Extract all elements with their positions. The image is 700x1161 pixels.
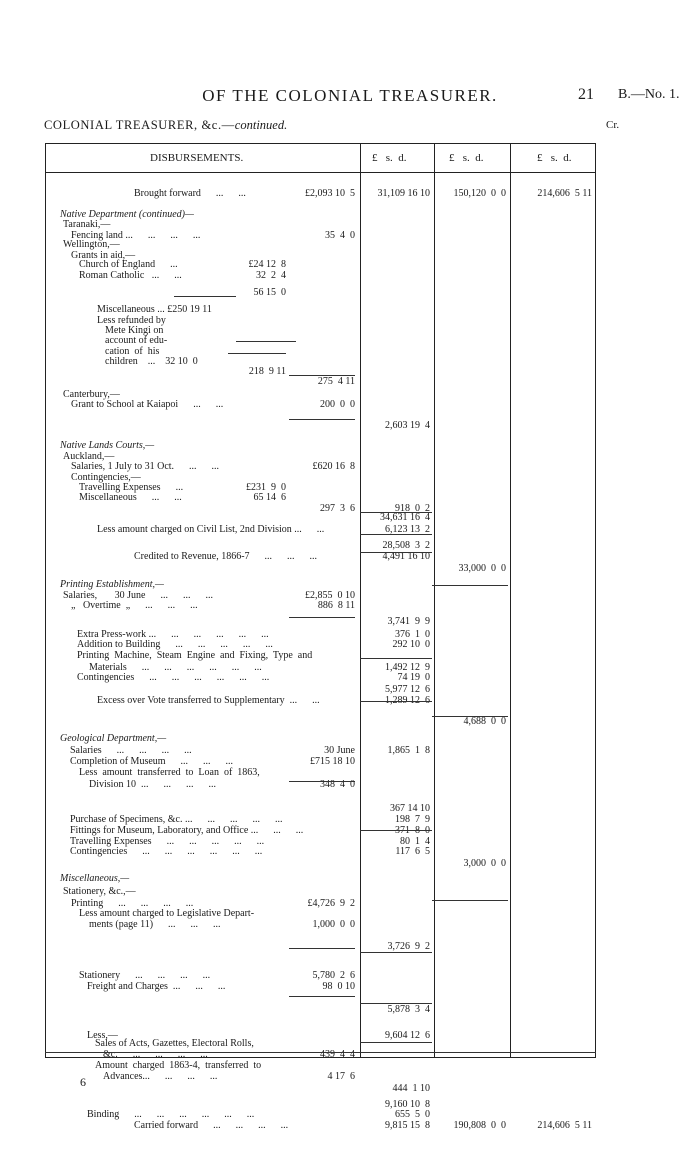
row-amount-col1: 3,726 9 2 [387, 941, 430, 952]
row-description: Grants in aid,— [71, 250, 136, 261]
row-amount-col1: 5,977 12 6 [385, 684, 430, 695]
row-inner-amount: £2,093 10 5 [305, 188, 355, 199]
row-description: Contingencies,— [71, 472, 141, 483]
row-description: Materials ... ... ... ... ... ... [89, 662, 262, 673]
row-description: Miscellaneous ... ... [79, 492, 182, 503]
sum-rule [289, 375, 355, 376]
row-amount-col1: 371 8 0 [395, 825, 430, 836]
row-description: Wellington,— [63, 239, 120, 250]
column-divider [510, 143, 511, 1058]
row-description: Printing ... ... ... ... [71, 898, 194, 909]
row-amount-col3: 214,606 5 11 [537, 188, 592, 199]
row-description: Grant to School at Kaiapoi ... ... [71, 399, 224, 410]
row-amount-col1: 4,491 16 10 [382, 551, 430, 562]
row-amount-col1: 9,604 12 6 [385, 1030, 430, 1041]
row-description: Binding ... ... ... ... ... ... [87, 1109, 255, 1120]
row-amount-col2: 190,808 0 0 [453, 1120, 506, 1131]
row-amount-col1: 80 1 4 [400, 836, 430, 847]
sum-rule [360, 1042, 432, 1043]
sum-rule [228, 353, 286, 354]
sum-rule [174, 296, 236, 297]
page-footer-number: 6 [80, 1075, 86, 1089]
row-description: Purchase of Specimens, &c. ... ... ... ... ... [70, 814, 283, 825]
row-description: Printing Machine, Steam Engine and Fixing, Type and [77, 650, 313, 661]
row-amount-col1: 9,160 10 8 [385, 1099, 430, 1110]
subtitle-continued: continued. [234, 118, 288, 132]
row-description: Completion of Museum ... ... ... [70, 756, 234, 767]
row-description: Excess over Vote transferred to Supplementary ... ... [97, 695, 320, 706]
row-sub-amount: 32 2 4 [256, 270, 286, 281]
row-inner-amount: 297 3 6 [320, 503, 355, 514]
row-description: Advances... ... ... ... [103, 1071, 218, 1082]
row-amount-col1: 198 7 9 [395, 814, 430, 825]
row-description: Native Lands Courts,— [60, 440, 155, 451]
row-description: Credited to Revenue, 1866-7 ... ... ... [134, 551, 318, 562]
row-inner-amount: 30 June [324, 745, 355, 756]
row-inner-amount: 200 0 0 [320, 399, 355, 410]
row-description: Division 10 ... ... ... ... [89, 779, 216, 790]
row-description: Fittings for Museum, Laboratory, and Office ... ... ... [70, 825, 304, 836]
sum-rule [360, 952, 432, 953]
page-number: 21 [578, 86, 594, 103]
row-description: Salaries, 30 June ... ... ... [63, 590, 213, 601]
row-sub-amount: £24 12 8 [248, 259, 286, 270]
row-description: Extra Press-work ... ... ... ... ... ... [77, 629, 269, 640]
row-amount-col1: 376 1 0 [395, 629, 430, 640]
row-sub-amount: 65 14 6 [253, 492, 286, 503]
sum-rule [45, 1052, 596, 1053]
row-inner-amount: 4 17 6 [327, 1071, 355, 1082]
row-description: Miscellaneous,— [60, 873, 130, 884]
column-divider [434, 143, 435, 1058]
credit-side-label: Cr. [606, 119, 620, 131]
row-description: Fencing land ... ... ... ... [71, 230, 201, 241]
row-description: Geological Department,— [60, 733, 167, 744]
row-inner-amount: 275 4 11 [317, 376, 355, 387]
row-description: Native Department (continued)— [60, 209, 194, 220]
row-inner-amount: 1,000 0 0 [312, 919, 355, 930]
row-description: Auckland,— [63, 451, 115, 462]
row-amount-col1: 918 0 2 [395, 503, 430, 514]
sum-rule [360, 830, 432, 831]
row-description: Contingencies ... ... ... ... ... ... [77, 672, 270, 683]
row-description: Church of England ... [79, 259, 178, 270]
row-description: Contingencies ... ... ... ... ... ... [70, 846, 263, 857]
sum-rule [360, 1003, 432, 1004]
column-header-pounds-1: £ s. d. [372, 152, 407, 164]
row-inner-amount: 98 0 10 [322, 981, 355, 992]
row-description: Roman Catholic ... ... [79, 270, 182, 281]
row-amount-col2: 3,000 0 0 [463, 858, 506, 869]
row-description: Less refunded by [97, 315, 166, 326]
row-amount-col1: 6,123 13 2 [385, 524, 430, 535]
row-amount-col2: 150,120 0 0 [453, 188, 506, 199]
row-description: Addition to Building ... ... ... ... ... [77, 639, 273, 650]
row-amount-col1: 28,508 3 2 [382, 540, 430, 551]
row-amount-col1: 9,815 15 8 [385, 1120, 430, 1131]
sum-rule [289, 419, 355, 420]
row-description: Stationery ... ... ... ... [79, 970, 211, 981]
row-amount-col1: 2,603 19 4 [385, 420, 430, 431]
row-description: Freight and Charges ... ... ... [87, 981, 226, 992]
sum-rule [360, 534, 432, 535]
row-amount-col2: 4,688 0 0 [463, 716, 506, 727]
row-amount-col1: 1,492 12 9 [385, 662, 430, 673]
row-inner-amount: £620 16 8 [312, 461, 355, 472]
header-divider [45, 172, 596, 173]
column-header-pounds-2: £ s. d. [449, 152, 484, 164]
sum-rule [289, 617, 355, 618]
row-amount-col1: 31,109 16 10 [377, 188, 430, 199]
row-amount-col1: 3,741 9 9 [387, 616, 430, 627]
row-description: Less amount charged on Civil List, 2nd Division ... ... [97, 524, 325, 535]
row-inner-amount: 35 4 0 [325, 230, 355, 241]
row-description: Amount charged 1863-4, transferred to [95, 1060, 262, 1071]
row-inner-amount: 886 8 11 [317, 600, 355, 611]
row-sub-amount: £231 9 0 [246, 482, 286, 493]
row-description: Less,— [87, 1030, 118, 1041]
row-description: Sales of Acts, Gazettes, Electoral Rolls, [95, 1038, 254, 1049]
row-inner-amount: £2,855 0 10 [305, 590, 355, 601]
row-description: Travelling Expenses ... ... ... ... ... [70, 836, 265, 847]
column-header-pounds-3: £ s. d. [537, 152, 572, 164]
sum-rule [289, 781, 355, 782]
column-divider [360, 143, 361, 1058]
row-inner-amount: £4,726 9 2 [307, 898, 355, 909]
row-description: Miscellaneous ... £250 19 11 [97, 304, 212, 315]
row-description: Printing Establishment,— [60, 579, 164, 590]
row-description: Less amount transferred to Loan of 1863, [79, 767, 260, 778]
row-amount-col1: 1,865 1 8 [387, 745, 430, 756]
sum-rule [289, 996, 355, 997]
sum-rule [360, 658, 432, 659]
row-inner-amount: 348 4 0 [320, 779, 355, 790]
sum-rule [360, 512, 432, 513]
sum-rule [432, 716, 508, 717]
row-inner-amount: 5,780 2 6 [312, 970, 355, 981]
sum-rule [360, 701, 432, 702]
row-amount-col1: 34,631 16 4 [380, 512, 430, 523]
row-description: Canterbury,— [63, 389, 120, 400]
row-description: Salaries, 1 July to 31 Oct. ... ... [71, 461, 220, 472]
row-description: &c. ... ... ... ... [103, 1049, 208, 1060]
row-description: Stationery, &c.,— [63, 886, 136, 897]
column-header-description: DISBURSEMENTS. [150, 152, 244, 164]
page-header-title: OF THE COLONIAL TREASURER. [202, 86, 498, 105]
table-subtitle [44, 118, 287, 133]
row-description: ments (page 11) ... ... ... [89, 919, 221, 930]
row-sub-amount: 56 15 0 [253, 287, 286, 298]
row-amount-col1: 1,289 12 6 [385, 695, 430, 706]
row-amount-col1: 5,878 3 4 [387, 1004, 430, 1015]
row-amount-col1: 655 5 0 [395, 1109, 430, 1120]
row-inner-amount: £715 18 10 [310, 756, 355, 767]
row-description: cation of his [105, 346, 160, 357]
sum-rule [360, 552, 432, 553]
row-description: Carried forward ... ... ... ... [134, 1120, 289, 1131]
row-description: Taranaki,— [63, 219, 111, 230]
row-amount-col3: 214,606 5 11 [537, 1120, 592, 1131]
row-amount-col1: 74 19 0 [397, 672, 430, 683]
row-amount-col1: 444 1 10 [392, 1083, 430, 1094]
sum-rule [289, 948, 355, 949]
sum-rule [236, 341, 296, 342]
row-amount-col1: 292 10 0 [392, 639, 430, 650]
row-amount-col1: 117 6 5 [395, 846, 430, 857]
row-description: „ Overtime „ ... ... ... [71, 600, 198, 611]
row-amount-col1: 367 14 10 [390, 803, 430, 814]
row-description: Less amount charged to Legislative Depart- [79, 908, 255, 919]
row-inner-amount: 439 4 4 [320, 1049, 355, 1060]
row-description: Travelling Expenses ... [79, 482, 184, 493]
row-description: children ... 32 10 0 [105, 356, 198, 367]
row-description: Salaries ... ... ... ... [70, 745, 192, 756]
subtitle-main: COLONIAL TREASURER, &c.— [44, 118, 235, 132]
sum-rule [432, 900, 508, 901]
row-sub-amount: 218 9 11 [248, 366, 286, 377]
row-description: Brought forward ... ... [134, 188, 246, 199]
row-description: account of edu- [105, 335, 168, 346]
row-amount-col2: 33,000 0 0 [458, 563, 506, 574]
row-description: Mete Kingi on [105, 325, 164, 336]
page-reference: B.—No. 1. [618, 87, 680, 102]
sum-rule [432, 585, 508, 586]
